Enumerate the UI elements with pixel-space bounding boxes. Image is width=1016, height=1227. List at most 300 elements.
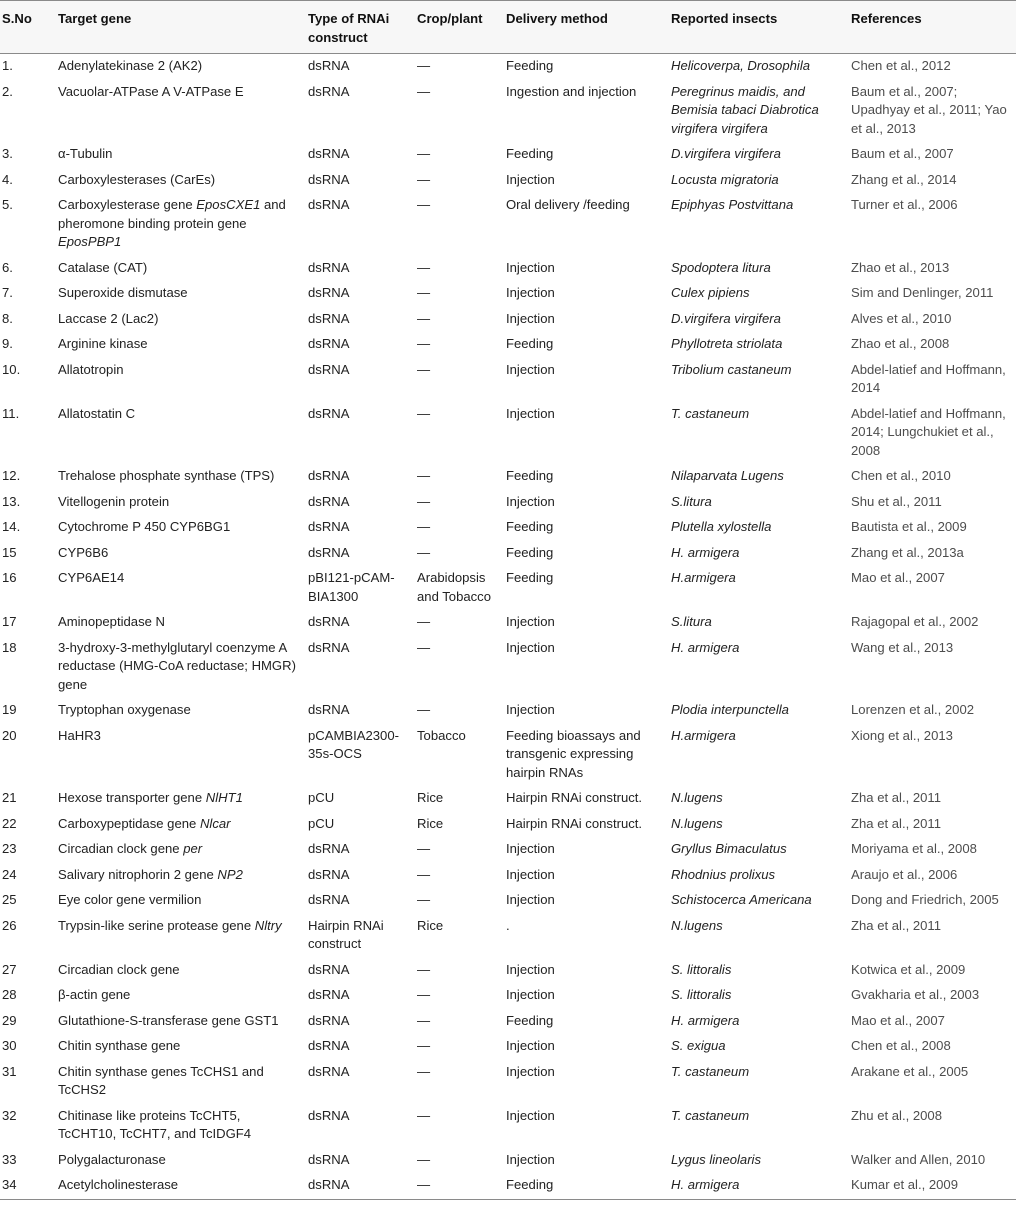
cell-construct-type: dsRNA (308, 961, 350, 977)
cell-construct-type: dsRNA (308, 639, 350, 655)
cell-construct-type: dsRNA (308, 544, 350, 560)
header-sno: S.No (0, 1, 56, 54)
table-row (0, 142, 1016, 168)
gene-text: Circadian clock gene (58, 961, 180, 977)
cell-crop-plant: Rice (417, 917, 444, 933)
table-row (0, 914, 1016, 958)
cell-reported-insects: Gryllus Bimaculatus (671, 841, 787, 856)
cell-references: Baum et al., 2007 (851, 146, 954, 161)
cell-reported-insects: Schistocerca Americana (671, 892, 812, 907)
cell-reported-insects: H.armigera (671, 570, 736, 585)
gene-text: Cytochrome P 450 CYP6BG1 (58, 519, 231, 534)
cell-delivery-method: Feeding (506, 58, 554, 73)
gene-text: and pheromone binding protein gene (58, 197, 286, 231)
cell-delivery-method: Injection (506, 866, 555, 882)
cell-sno: 5. (2, 197, 13, 212)
gene-text: Chitin synthase genes TcCHS1 and TcCHS2 (58, 1063, 264, 1097)
cell-references: Araujo et al., 2006 (851, 866, 958, 882)
gene-symbol: Nlcar (199, 815, 231, 831)
header-delivery-method: Delivery method (504, 1, 669, 54)
cell-references: Rajagopal et al., 2002 (851, 614, 979, 629)
cell-construct-type: pCU (308, 790, 335, 805)
cell-reported-insects: Helicoverpa, Drosophila (671, 58, 811, 73)
gene-text: Carboxypeptidase gene (58, 815, 200, 831)
cell-construct-type: dsRNA (308, 58, 350, 73)
cell-crop-plant: — (417, 866, 431, 882)
cell-construct-type: dsRNA (308, 285, 350, 300)
cell-crop-plant: — (417, 1012, 431, 1028)
gene-text: Acetylcholinesterase (58, 1177, 179, 1192)
table-header (0, 1, 1016, 54)
cell-construct-type: pBI121-pCAM-BIA1300 (308, 570, 395, 604)
cell-delivery-method: Injection (506, 310, 555, 326)
cell-sno: 24 (2, 866, 17, 882)
cell-delivery-method: Feeding (506, 336, 554, 351)
gene-text: Allatostatin C (58, 405, 136, 421)
cell-construct-type: dsRNA (308, 468, 350, 483)
cell-construct-type: dsRNA (308, 519, 350, 534)
cell-target-gene (56, 566, 306, 610)
table-row (0, 1148, 1016, 1174)
cell-crop-plant: — (417, 259, 431, 275)
cell-references: Shu et al., 2011 (851, 493, 942, 509)
cell-reported-insects: S.litura (671, 614, 712, 629)
cell-reported-insects: Culex pipiens (671, 285, 750, 300)
header-row (0, 1, 1016, 54)
gene-text: Superoxide dismutase (58, 285, 188, 300)
cell-crop-plant: Rice (417, 815, 444, 831)
table-row (0, 1104, 1016, 1148)
cell-delivery-method: Feeding (506, 570, 554, 585)
table-body (0, 54, 1016, 1200)
cell-crop-plant: — (417, 841, 431, 856)
cell-construct-type: dsRNA (308, 197, 350, 212)
cell-target-gene (56, 490, 306, 516)
table-row (0, 281, 1016, 307)
cell-construct-type: dsRNA (308, 614, 350, 629)
cell-sno: 31 (2, 1063, 17, 1079)
cell-crop-plant: — (417, 405, 431, 421)
cell-target-gene (56, 332, 306, 358)
cell-construct-type: dsRNA (308, 361, 350, 377)
cell-sno: 22 (2, 815, 17, 831)
cell-delivery-method: Injection (506, 702, 555, 717)
cell-crop-plant: — (417, 544, 431, 560)
cell-target-gene (56, 914, 306, 958)
cell-construct-type: dsRNA (308, 493, 350, 509)
header-references: References (849, 1, 1016, 54)
cell-sno: 28 (2, 987, 17, 1002)
gene-text: Polygalacturonase (58, 1151, 166, 1167)
cell-references: Mao et al., 2007 (851, 1012, 945, 1028)
cell-sno: 6. (2, 259, 13, 275)
gene-text: CYP6AE14 (58, 570, 125, 585)
table-row (0, 1009, 1016, 1035)
cell-target-gene (56, 256, 306, 282)
cell-target-gene (56, 358, 306, 402)
cell-crop-plant: — (417, 146, 431, 161)
cell-target-gene (56, 515, 306, 541)
cell-target-gene (56, 541, 306, 567)
cell-crop-plant: — (417, 493, 431, 509)
cell-target-gene (56, 1034, 306, 1060)
cell-reported-insects: Epiphyas Postvittana (671, 197, 794, 212)
cell-sno: 1. (2, 58, 13, 73)
cell-sno: 30 (2, 1038, 17, 1053)
cell-delivery-method: Hairpin RNAi construct. (506, 790, 643, 805)
cell-reported-insects: Plodia interpunctella (671, 702, 789, 717)
cell-references: Zhang et al., 2013a (851, 544, 964, 560)
cell-delivery-method: Feeding (506, 1012, 554, 1028)
gene-text: Tryptophan oxygenase (58, 702, 191, 717)
cell-reported-insects: T. castaneum (671, 1107, 750, 1123)
header-construct-type: Type of RNAi construct (306, 1, 415, 54)
cell-reported-insects: Phyllotreta striolata (671, 336, 783, 351)
cell-target-gene (56, 610, 306, 636)
cell-construct-type: dsRNA (308, 259, 350, 275)
cell-target-gene (56, 1060, 306, 1104)
table-row (0, 1034, 1016, 1060)
cell-sno: 14. (2, 519, 21, 534)
cell-crop-plant: Tobacco (417, 727, 466, 743)
cell-references: Chen et al., 2010 (851, 468, 951, 483)
cell-target-gene (56, 837, 306, 863)
cell-target-gene (56, 983, 306, 1009)
cell-references: Turner et al., 2006 (851, 197, 958, 212)
gene-text: α-Tubulin (58, 146, 113, 161)
table-row (0, 490, 1016, 516)
table-row (0, 566, 1016, 610)
cell-delivery-method: Injection (506, 639, 555, 655)
cell-reported-insects: H. armigera (671, 1012, 740, 1028)
cell-target-gene (56, 1148, 306, 1174)
cell-sno: 27 (2, 961, 17, 977)
cell-delivery-method: Injection (506, 987, 555, 1002)
cell-references: Abdel-latief and Hoffmann, 2014; Lungchukiet et al., 2008 (851, 405, 1006, 458)
table-row (0, 863, 1016, 889)
gene-text: Allatotropin (58, 361, 124, 377)
table-row (0, 1173, 1016, 1199)
cell-sno: 32 (2, 1107, 17, 1123)
cell-references: Walker and Allen, 2010 (851, 1151, 986, 1167)
cell-construct-type: dsRNA (308, 987, 350, 1002)
cell-sno: 2. (2, 83, 13, 99)
cell-reported-insects: Rhodnius prolixus (671, 866, 776, 882)
cell-crop-plant: — (417, 639, 431, 655)
cell-delivery-method: Injection (506, 259, 555, 275)
cell-target-gene (56, 307, 306, 333)
cell-target-gene (56, 888, 306, 914)
cell-crop-plant: — (417, 58, 431, 73)
cell-sno: 7. (2, 285, 13, 300)
cell-reported-insects: Locusta migratoria (671, 171, 779, 187)
cell-target-gene (56, 786, 306, 812)
cell-construct-type: dsRNA (308, 405, 350, 421)
cell-references: Baum et al., 2007; Upadhyay et al., 2011; Yao et al., 2013 (851, 83, 1007, 136)
cell-target-gene (56, 724, 306, 787)
cell-reported-insects: N.lugens (671, 790, 723, 805)
cell-construct-type: dsRNA (308, 146, 350, 161)
cell-delivery-method: . (506, 917, 510, 933)
gene-text: Chitin synthase gene (58, 1038, 181, 1053)
table-row (0, 541, 1016, 567)
gene-text: Arginine kinase (58, 336, 148, 351)
table-row (0, 786, 1016, 812)
cell-construct-type: pCAMBIA2300-35s-OCS (308, 727, 399, 761)
cell-construct-type: dsRNA (308, 310, 350, 326)
cell-reported-insects: N.lugens (671, 815, 723, 831)
cell-references: Chen et al., 2008 (851, 1038, 951, 1053)
gene-text: Adenylatekinase 2 (AK2) (58, 58, 203, 73)
gene-text: Chitinase like proteins TcCHT5, TcCHT10, TcCHT7, and TcIDGF4 (58, 1107, 252, 1141)
cell-sno: 20 (2, 727, 17, 743)
cell-crop-plant: — (417, 310, 431, 326)
cell-delivery-method: Injection (506, 892, 555, 907)
cell-crop-plant: — (417, 1038, 431, 1053)
gene-symbol: NP2 (217, 866, 243, 882)
header-reported-insects: Reported insects (669, 1, 849, 54)
cell-reported-insects: S. exigua (671, 1038, 726, 1053)
cell-crop-plant: — (417, 1107, 431, 1123)
cell-construct-type: pCU (308, 815, 335, 831)
table-row (0, 724, 1016, 787)
cell-sno: 8. (2, 310, 13, 326)
table-row (0, 888, 1016, 914)
cell-reported-insects: H. armigera (669, 1173, 849, 1199)
cell-reported-insects: T. castaneum (671, 1063, 750, 1079)
gene-text: Catalase (CAT) (58, 259, 148, 275)
cell-sno: 29 (2, 1012, 17, 1028)
cell-reported-insects: Peregrinus maidis, and Bemisia tabaci Diabrotica virgifera virgifera (671, 83, 819, 136)
cell-sno: 15 (2, 544, 17, 560)
cell-crop-plant: — (417, 285, 431, 300)
gene-text: Laccase 2 (Lac2) (58, 310, 159, 326)
gene-symbol: EposPBP1 (58, 234, 122, 249)
cell-delivery-method: Injection (506, 1038, 555, 1053)
cell-crop-plant: — (417, 171, 431, 187)
cell-delivery-method: Injection (506, 614, 555, 629)
cell-references: Chen et al., 2012 (851, 58, 951, 73)
gene-text: 3-hydroxy-3-methylglutaryl coenzyme A reductase (HMG-CoA reductase; HMGR) gene (58, 639, 296, 692)
cell-references: Alves et al., 2010 (851, 310, 952, 326)
cell-crop-plant: — (417, 702, 431, 717)
cell-target-gene (56, 402, 306, 465)
cell-references: Mao et al., 2007 (851, 570, 945, 585)
cell-sno: 18 (2, 639, 17, 655)
cell-references: Xiong et al., 2013 (851, 727, 953, 743)
cell-target-gene (56, 863, 306, 889)
cell-references: Bautista et al., 2009 (851, 519, 967, 534)
cell-crop-plant: — (417, 892, 431, 907)
cell-reported-insects: Nilaparvata Lugens (671, 468, 784, 483)
cell-references: Dong and Friedrich, 2005 (851, 892, 999, 907)
cell-sno: 11. (2, 405, 20, 421)
gene-text: Carboxylesterases (CarEs) (58, 171, 216, 187)
gene-text: Glutathione-S-transferase gene GST1 (58, 1012, 279, 1028)
cell-delivery-method: Feeding (506, 519, 554, 534)
cell-sno: 34 (0, 1173, 56, 1199)
cell-references: Zha et al., 2011 (851, 815, 942, 831)
cell-reported-insects: Spodoptera litura (671, 259, 771, 275)
cell-reported-insects: Lygus lineolaris (671, 1151, 762, 1167)
cell-sno: 25 (2, 892, 17, 907)
table-row (0, 464, 1016, 490)
cell-references: Zhao et al., 2008 (851, 336, 950, 351)
cell-sno: 10. (2, 361, 21, 377)
table-row (0, 812, 1016, 838)
cell-target-gene (56, 636, 306, 699)
cell-target-gene (56, 464, 306, 490)
cell-sno: 3. (2, 146, 13, 161)
table-row (0, 332, 1016, 358)
cell-crop-plant: — (417, 987, 431, 1002)
header-target-gene: Target gene (56, 1, 306, 54)
cell-delivery-method: Injection (506, 493, 555, 509)
cell-crop-plant: — (417, 336, 431, 351)
cell-delivery-method: Ingestion and injection (506, 83, 637, 99)
cell-sno: 4. (2, 171, 13, 187)
cell-target-gene (56, 958, 306, 984)
cell-references: Kotwica et al., 2009 (851, 961, 966, 977)
table-row (0, 307, 1016, 333)
table-row (0, 610, 1016, 636)
gene-symbol: NlHT1 (205, 790, 243, 805)
cell-construct-type: dsRNA (308, 83, 350, 99)
gene-symbol: Nltry (254, 917, 282, 933)
cell-reported-insects: H.armigera (671, 727, 736, 743)
cell-references: Zha et al., 2011 (851, 917, 942, 933)
cell-target-gene (56, 142, 306, 168)
gene-text: Eye color gene vermilion (58, 892, 202, 907)
cell-reported-insects: S.litura (671, 493, 712, 509)
cell-sno: 17 (2, 614, 17, 629)
cell-reported-insects: T. castaneum (671, 405, 750, 421)
cell-construct-type: dsRNA (308, 1151, 350, 1167)
cell-target-gene (56, 193, 306, 256)
header-crop-plant: Crop/plant (415, 1, 504, 54)
cell-delivery-method: Injection (506, 285, 555, 300)
cell-references: Abdel-latief and Hoffmann, 2014 (851, 361, 1006, 395)
cell-reported-insects: S. littoralis (671, 987, 732, 1002)
cell-target-gene (56, 1104, 306, 1148)
gene-text: CYP6B6 (58, 544, 109, 560)
cell-reported-insects: H. armigera (671, 639, 740, 655)
cell-delivery-method: Feeding (506, 468, 554, 483)
table-row (0, 983, 1016, 1009)
table-row (0, 358, 1016, 402)
gene-text: Circadian clock gene (58, 841, 184, 856)
table-row (0, 168, 1016, 194)
cell-sno: 21 (2, 790, 17, 805)
table-row (0, 1060, 1016, 1104)
cell-delivery-method: Feeding (506, 544, 554, 560)
cell-crop-plant: — (415, 1173, 504, 1199)
cell-crop-plant: — (417, 468, 431, 483)
table-row (0, 837, 1016, 863)
cell-construct-type: Hairpin RNAi construct (308, 917, 384, 951)
cell-delivery-method: Feeding (506, 146, 554, 161)
cell-delivery-method: Injection (506, 1151, 555, 1167)
table-row (0, 958, 1016, 984)
gene-text: β-actin gene (58, 987, 131, 1002)
cell-construct-type: dsRNA (308, 336, 350, 351)
cell-sno: 26 (2, 917, 17, 933)
cell-crop-plant: Rice (417, 790, 444, 805)
cell-crop-plant: — (417, 361, 431, 377)
cell-target-gene (56, 698, 306, 724)
cell-references: Zhu et al., 2008 (851, 1107, 942, 1123)
cell-construct-type: dsRNA (308, 1107, 350, 1123)
cell-construct-type: dsRNA (308, 866, 350, 882)
cell-crop-plant: — (417, 1151, 431, 1167)
cell-target-gene (56, 1173, 306, 1199)
cell-delivery-method: Oral delivery /feeding (506, 197, 630, 212)
cell-sno: 19 (2, 702, 17, 717)
table-row (0, 80, 1016, 143)
cell-target-gene (56, 168, 306, 194)
table-row (0, 256, 1016, 282)
cell-target-gene (56, 812, 306, 838)
cell-crop-plant: — (417, 83, 431, 99)
cell-references: Zhang et al., 2014 (851, 171, 957, 187)
cell-crop-plant: — (417, 519, 431, 534)
table-row (0, 402, 1016, 465)
cell-target-gene (56, 281, 306, 307)
cell-references: Gvakharia et al., 2003 (851, 987, 980, 1002)
cell-crop-plant: — (417, 1063, 431, 1079)
cell-sno: 9. (2, 336, 13, 351)
cell-delivery-method: Injection (506, 361, 555, 377)
gene-symbol: per (183, 841, 203, 856)
cell-crop-plant: — (417, 961, 431, 977)
cell-crop-plant: Arabidopsis and Tobacco (417, 570, 492, 604)
cell-construct-type: dsRNA (308, 892, 350, 907)
cell-sno: 16 (2, 570, 17, 585)
gene-text: Trypsin-like serine protease gene (58, 917, 255, 933)
gene-text: Trehalose phosphate synthase (TPS) (58, 468, 275, 483)
cell-references: Zhao et al., 2013 (851, 259, 950, 275)
cell-construct-type: dsRNA (308, 1038, 350, 1053)
cell-sno: 33 (2, 1151, 17, 1167)
cell-references: Lorenzen et al., 2002 (851, 702, 975, 717)
cell-crop-plant: — (417, 197, 431, 212)
cell-target-gene (56, 54, 306, 80)
cell-sno: 12. (2, 468, 21, 483)
gene-text: Aminopeptidase N (58, 614, 165, 629)
cell-reported-insects: D.virgifera virgifera (671, 310, 781, 326)
cell-delivery-method: Feeding (504, 1173, 669, 1199)
cell-sno: 13. (2, 493, 21, 509)
gene-text: Carboxylesterase gene (58, 197, 197, 212)
cell-references: Zha et al., 2011 (851, 790, 942, 805)
cell-reported-insects: N.lugens (671, 917, 723, 933)
cell-construct-type: dsRNA (308, 1063, 350, 1079)
cell-construct-type: dsRNA (306, 1173, 415, 1199)
cell-references: Kumar et al., 2009 (849, 1173, 1016, 1199)
cell-references: Sim and Denlinger, 2011 (851, 285, 994, 300)
table-row (0, 193, 1016, 256)
table-row (0, 515, 1016, 541)
cell-sno: 23 (2, 841, 17, 856)
cell-construct-type: dsRNA (308, 841, 350, 856)
cell-crop-plant: — (417, 614, 431, 629)
table-row (0, 636, 1016, 699)
cell-delivery-method: Injection (506, 1107, 555, 1123)
cell-reported-insects: Plutella xylostella (671, 519, 772, 534)
cell-delivery-method: Injection (506, 405, 555, 421)
cell-delivery-method: Injection (506, 961, 555, 977)
cell-target-gene (56, 1009, 306, 1035)
